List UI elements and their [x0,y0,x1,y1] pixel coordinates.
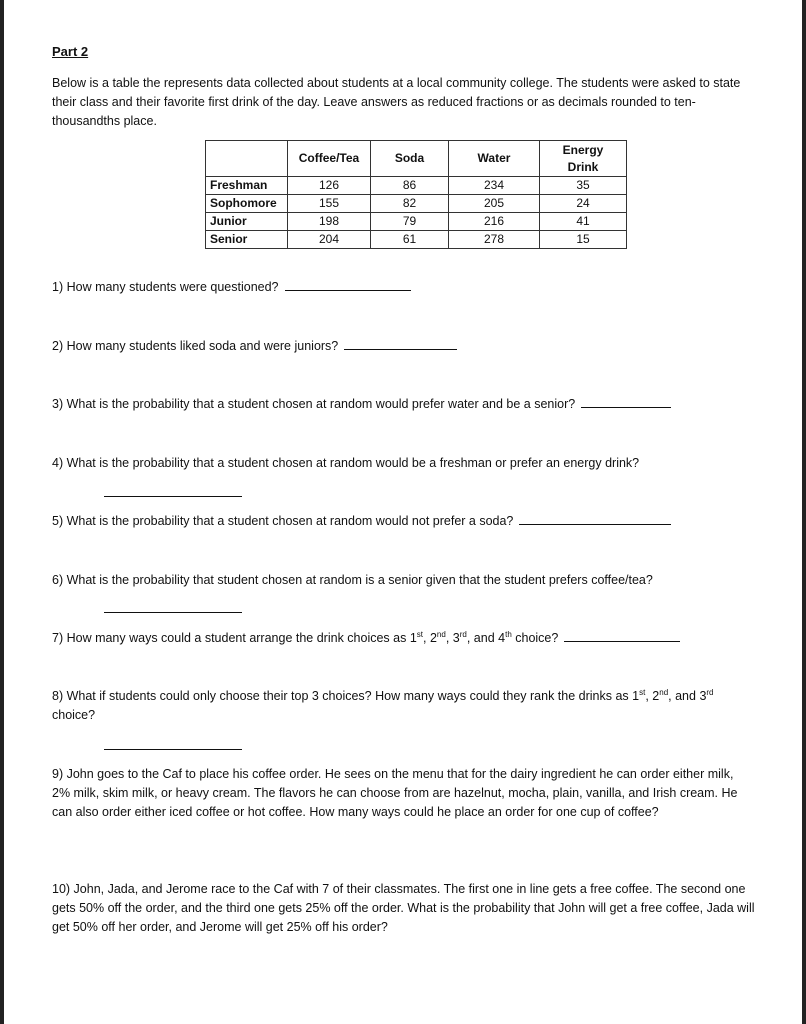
table-cell: 61 [371,231,449,249]
question-4 [52,454,639,473]
answer-blank-2[interactable] [344,348,457,350]
question-5-text: 5) What is the probability that a student chosen at random would not prefer a soda? [52,514,514,528]
table-cell: 79 [371,213,449,231]
ordinal-number: 2 [429,631,437,645]
question-8-suffix: choice? [52,708,96,722]
ordinal-number: 3 [452,631,460,645]
ordinal-suffix: st [416,629,424,639]
intro-paragraph: Below is a table the represents data collected about students at a local community college. The students were asked to state their class and their favorite first drink of the day. Leave answers as reduced fractions or as decimals rounded to ten-thousandths place. [52,76,741,128]
question-1-text: 1) How many students were questioned? [52,280,279,294]
table-row [206,213,627,231]
separator: , and [466,631,499,645]
table-header-row [206,141,627,177]
table-cell: 278 [449,231,540,249]
question-4-text: 4) What is the probability that a student chosen at random would be a freshman or prefer an energy drink? [52,456,640,470]
ordinal-suffix: rd [459,629,467,639]
row-label: Freshman [206,177,288,195]
question-9 [52,765,754,822]
answer-blank-3[interactable] [581,406,671,408]
question-7-suffix: choice? [511,631,559,645]
table-cell: 82 [371,195,449,213]
column-header: Water [449,141,540,177]
table-cell: 216 [449,213,540,231]
question-1 [52,278,411,297]
question-7 [52,629,680,648]
table-cell: 234 [449,177,540,195]
separator: , [445,631,453,645]
ordinal-suffix: st [639,687,646,697]
table-cell: 35 [540,177,627,195]
separator: , [423,631,430,645]
column-header: Energy Drink [540,141,627,177]
ordinal-suffix: rd [706,687,714,697]
table-cell: 155 [288,195,371,213]
answer-blank-1[interactable] [285,289,411,291]
table-cell: 126 [288,177,371,195]
question-2 [52,337,457,356]
part-title: Part 2 [52,44,89,59]
table-cell: 204 [288,231,371,249]
question-2-text: 2) How many students liked soda and were juniors? [52,339,339,353]
table-cell: 24 [540,195,627,213]
ordinal-suffix: nd [436,629,446,639]
column-header: Soda [371,141,449,177]
table-row [206,195,627,213]
right-border [802,0,806,1024]
row-label: Sophomore [206,195,288,213]
table-cell: 15 [540,231,627,249]
answer-blank-6[interactable] [104,612,242,613]
answer-blank-4[interactable] [104,496,242,497]
question-9-text: 9) John goes to the Caf to place his coffee order. He sees on the menu that for the dairy ingredient he can order either milk, 2% milk, skim milk, or heavy cream. The flavors he can choose from are hazelnut, mocha, plain, vanilla, and Irish cream. He can also order either iced coffee or hot coffee. How many ways could he place an order for one cup of coffee? [52,767,738,819]
column-header: Coffee/Tea [288,141,371,177]
question-10 [52,880,758,937]
table-cell: 86 [371,177,449,195]
table-cell: 41 [540,213,627,231]
question-7-text: 7) How many ways could a student arrange the drink choices as 1 [52,631,417,645]
row-label: Senior [206,231,288,249]
ordinal-number: 3 [699,689,707,703]
worksheet-page [4,0,802,1024]
question-6-text: 6) What is the probability that student chosen at random is a senior given that the student prefers coffee/tea? [52,573,653,587]
ordinal-suffix: th [505,629,512,639]
separator: , [645,689,653,703]
ordinal-number: 2 [652,689,660,703]
question-6 [52,571,653,590]
question-3-text: 3) What is the probability that a student chosen at random would prefer water and be a senior? [52,397,576,411]
survey-table [205,140,627,249]
row-label: Junior [206,213,288,231]
ordinal-suffix: nd [659,687,669,697]
question-10-text: 10) John, Jada, and Jerome race to the Caf with 7 of their classmates. The first one in line gets a free coffee. The second one gets 50% off the order, and the third one gets 25% off the order. What is the probability that John will get a free coffee, Jada will get 50% off her order, and Jerome will get 25% off his order? [52,882,755,934]
table-row [206,231,627,249]
table-row [206,177,627,195]
table-cell: 205 [449,195,540,213]
question-5 [52,512,671,531]
question-8-text: 8) What if students could only choose their top 3 choices? How many ways could they rank the drinks as 1 [52,689,640,703]
answer-blank-8[interactable] [104,749,242,750]
table-cell: 198 [288,213,371,231]
answer-blank-5[interactable] [519,523,671,525]
ordinal-number: 4 [498,631,506,645]
question-8 [52,687,758,725]
question-3 [52,395,671,414]
answer-blank-7[interactable] [564,640,680,642]
header-corner-cell [206,141,288,177]
separator: , and [668,689,700,703]
